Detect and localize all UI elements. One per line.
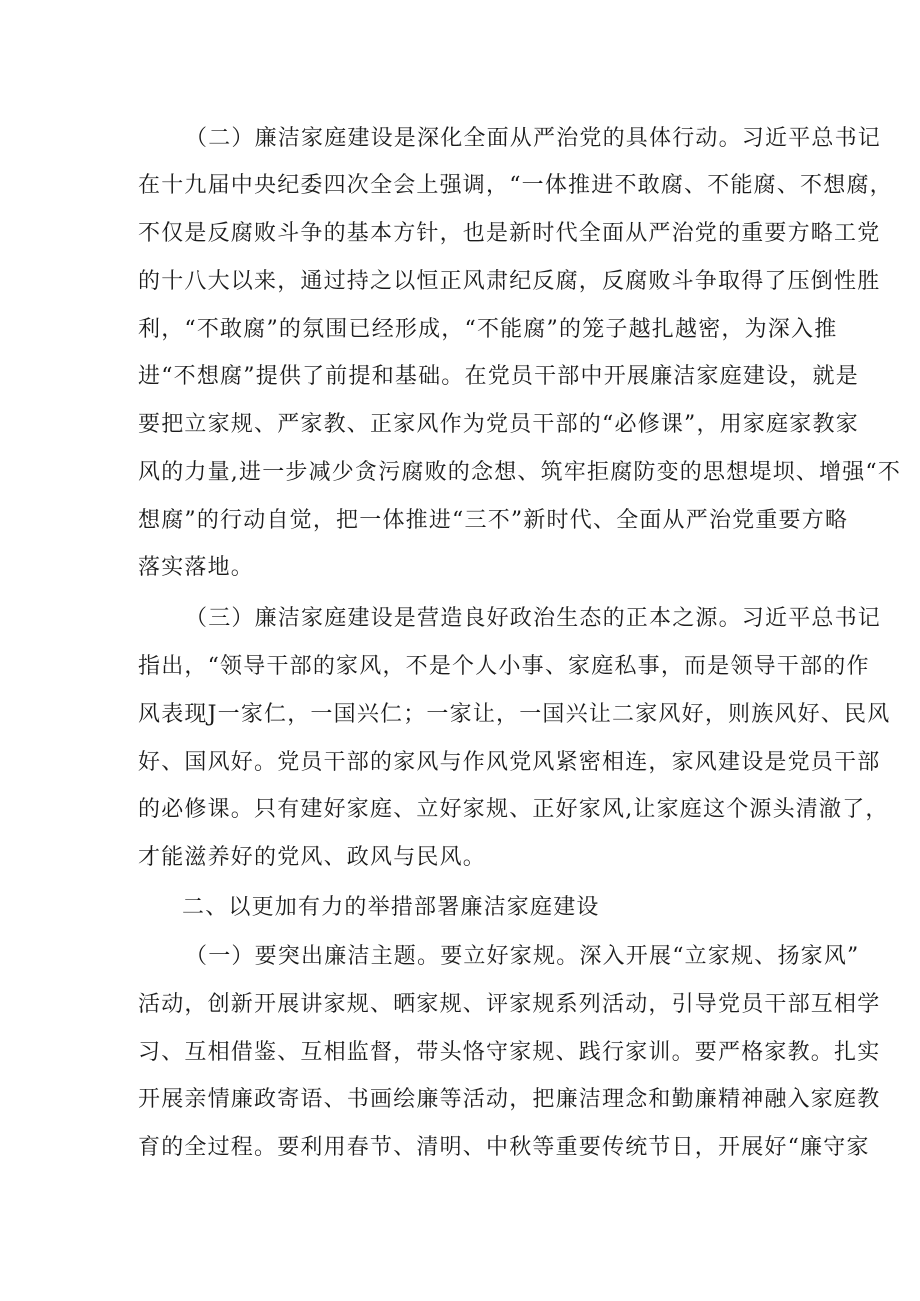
- para-3-line-2: 指出，“领导干部的家风，不是个人小事、家庭私事，而是领导干部的作: [138, 654, 870, 679]
- para-3-line-1: （三）廉洁家庭建设是营造良好政治生态的正本之源。习近平总书记: [185, 606, 882, 631]
- para-3-line-3: 风表现J一家仁，一国兴仁；一家让，一国兴让二家风好，则族风好、民风: [138, 702, 891, 727]
- section-heading-2: 二、以更加有力的举措部署廉洁家庭建设: [182, 895, 600, 920]
- para-2-line-2: 在十九届中央纪委四次全会上强调，“一体推进不敢腐、不能腐、不想腐，: [138, 173, 893, 198]
- para-2-1-line-5: 育的全过程。要利用春节、清明、中秋等重要传统节日，开展好“廉守家: [138, 1135, 870, 1160]
- para-2-line-8: 风的力量,进一步减少贪污腐败的念想、筑牢拒腐防变的思想堤坝、增强“不: [138, 460, 902, 485]
- para-3-line-6: 才能滋养好的党风、政风与民风。: [138, 845, 487, 870]
- para-2-line-3: 不仅是反腐败斗争的基本方针，也是新时代全面从严治党的重要方略工党: [138, 221, 881, 246]
- para-2-1-line-4: 开展亲情廉政寄语、书画绘廉等活动，把廉洁理念和勤廉精神融入家庭教: [138, 1087, 881, 1112]
- para-2-1-line-2: 活动，创新开展讲家规、晒家规、评家规系列活动，引导党员干部互相学: [138, 992, 881, 1017]
- para-2-1-line-3: 习、互相借鉴、互相监督，带头恪守家规、践行家训。要严格家教。扎实: [138, 1040, 881, 1065]
- para-3-line-5: 的必修课。只有建好家庭、立好家规、正好家风,让家庭这个源头清澈了，: [138, 797, 889, 822]
- para-2-line-10: 落实落地。: [138, 555, 255, 580]
- para-3-line-4: 好、国风好。党员干部的家风与作风党风紧密相连，家风建设是党员干部: [138, 750, 881, 775]
- para-2-line-9: 想腐”的行动自觉，把一体推进“三不”新时代、全面从严治党重要方略: [138, 508, 849, 533]
- para-2-line-4: 的十八大以来，通过持之以恒正风肃纪反腐，反腐败斗争取得了压倒性胜: [138, 269, 881, 294]
- para-2-line-5: 利，“不敢腐”的氛围已经形成，“不能腐”的笼子越扎越密，为深入推: [138, 317, 838, 342]
- para-2-line-6: 进“不想腐”提供了前提和基础。在党员干部中开展廉洁家庭建设，就是: [138, 364, 859, 389]
- para-2-line-7: 要把立家规、严家教、正家风作为党员干部的“必修课”，用家庭家教家: [138, 412, 859, 437]
- para-2-1-line-1: （一）要突出廉洁主题。要立好家规。深入开展“立家规、扬家风”: [185, 944, 860, 969]
- para-2-line-1: （二）廉洁家庭建设是深化全面从严治党的具体行动。习近平总书记: [185, 126, 882, 151]
